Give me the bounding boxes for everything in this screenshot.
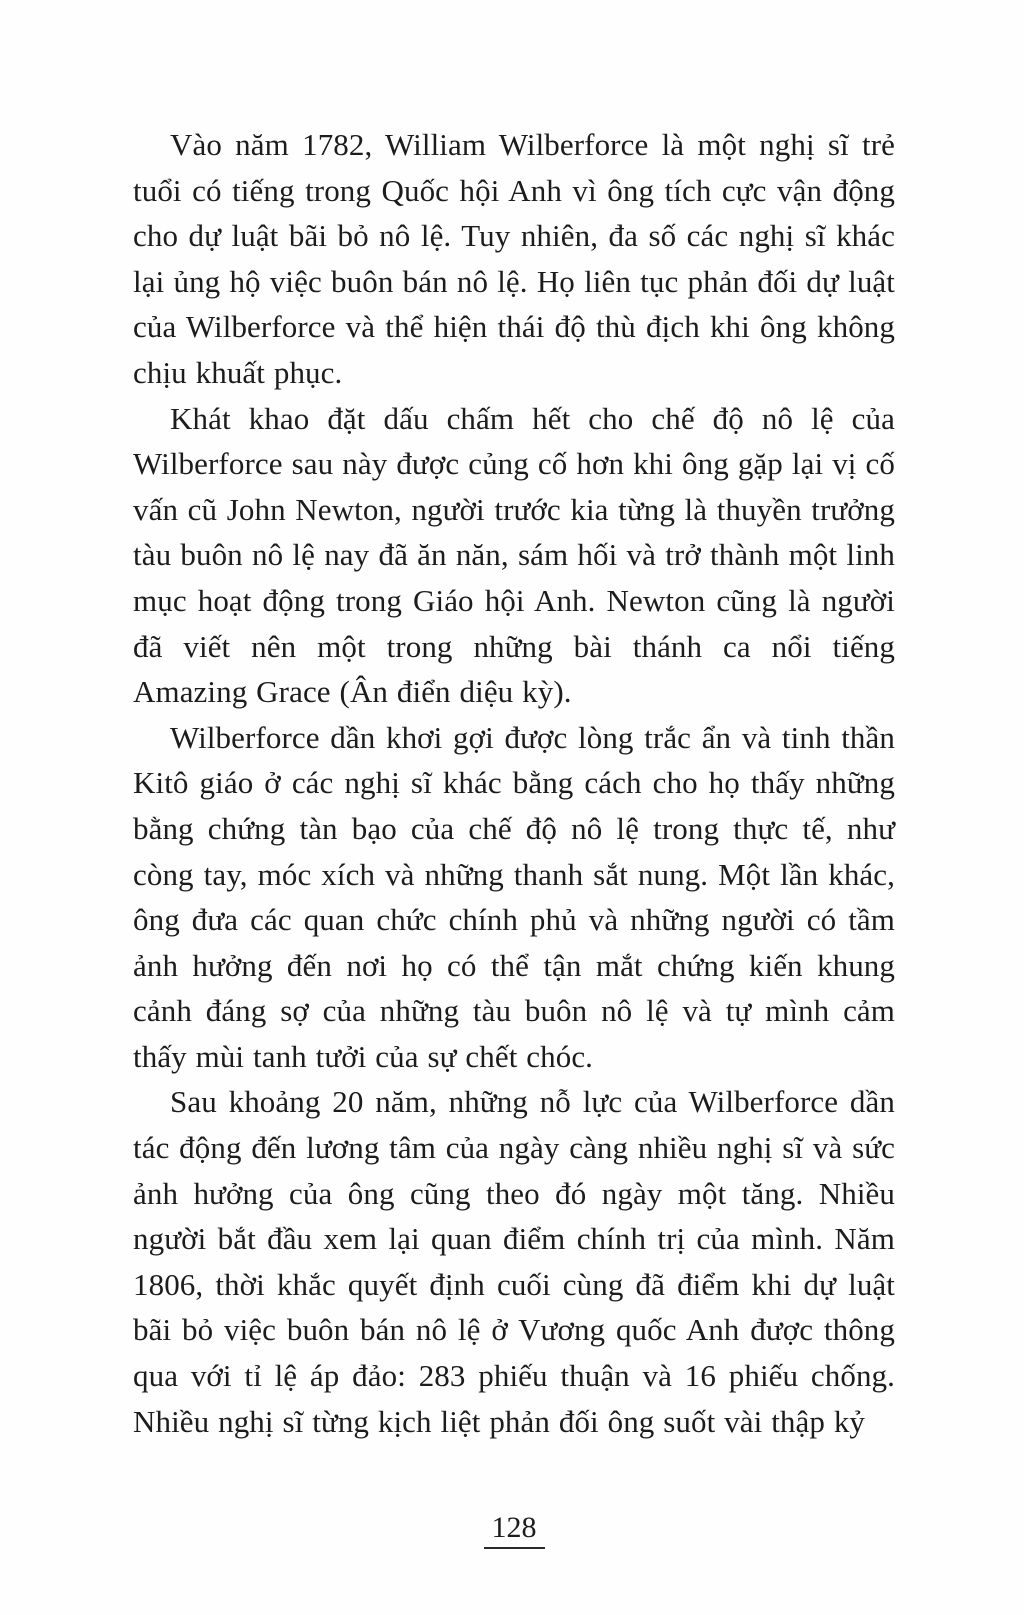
body-text <box>133 122 895 1444</box>
page-number: 128 <box>484 1513 545 1549</box>
page-footer <box>133 1513 895 1549</box>
paragraph-1: Vào năm 1782, William Wilberforce là một nghị sĩ trẻ tuổi có tiếng trong Quốc hội Anh vì ông tích cực vận động cho dự luật bãi bỏ nô lệ. Tuy nhiên, đa số các nghị sĩ khác lại ủng hộ việc buôn bán nô lệ. Họ liên tục phản đối dự luật của Wilberforce và thể hiện thái độ thù địch khi ông không chịu khuất phục. <box>133 127 895 390</box>
paragraph-3: Wilberforce dần khơi gợi được lòng trắc ẩn và tinh thần Kitô giáo ở các nghị sĩ khác bằng cách cho họ thấy những bằng chứng tàn bạo của chế độ nô lệ trong thực tế, như còng tay, móc xích và những thanh sắt nung. Một lần khác, ông đưa các quan chức chính phủ và những người có tầm ảnh hưởng đến nơi họ có thể tận mắt chứng kiến khung cảnh đáng sợ của những tàu buôn nô lệ và tự mình cảm thấy mùi tanh tưởi của sự chết chóc. <box>133 719 895 1074</box>
paragraph-2: Khát khao đặt dấu chấm hết cho chế độ nô lệ của Wilberforce sau này được củng cố hơn khi ông gặp lại vị cố vấn cũ John Newton, người trước kia từng là thuyền trưởng tàu buôn nô lệ nay đã ăn năn, sám hối và trở thành một linh mục hoạt động trong Giáo hội Anh. Newton cũng là người đã viết nên một trong những bài thánh ca nổi tiếng Amazing Grace (Ân điển diệu kỳ). <box>133 400 895 710</box>
paragraph-4: Sau khoảng 20 năm, những nỗ lực của Wilberforce dần tác động đến lương tâm của ngày càng nhiều nghị sĩ và sức ảnh hưởng của ông cũng theo đó ngày một tăng. Nhiều người bắt đầu xem lại quan điểm chính trị của mình. Năm 1806, thời khắc quyết định cuối cùng đã điểm khi dự luật bãi bỏ việc buôn bán nô lệ ở Vương quốc Anh được thông qua với tỉ lệ áp đảo: 283 phiếu thuận và 16 phiếu chống. Nhiều nghị sĩ từng kịch liệt phản đối ông suốt vài thập kỷ <box>133 1084 895 1439</box>
